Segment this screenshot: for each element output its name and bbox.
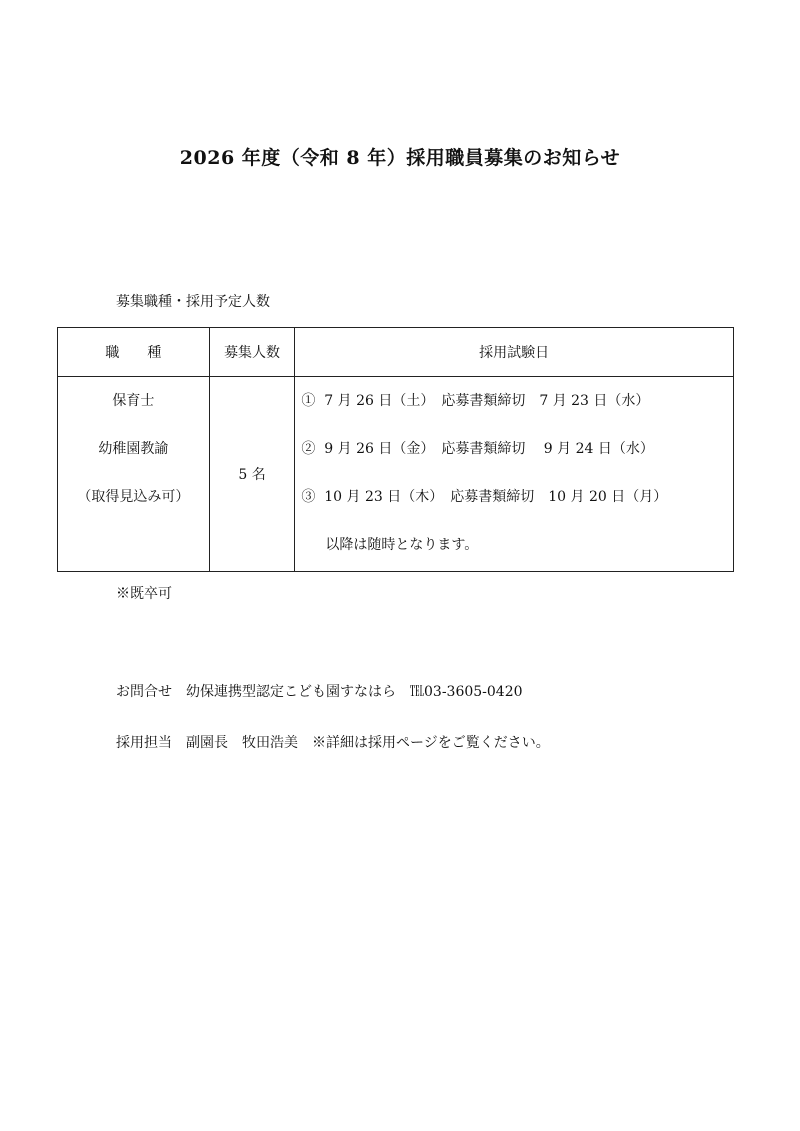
- graduates-note: ※既卒可: [116, 586, 172, 602]
- table-header-row: [58, 328, 734, 377]
- role-kindergarten-teacher: 幼稚園教諭: [98, 441, 169, 457]
- recruiting-staff: 採用担当 副園長 牧田浩美 ※詳細は採用ページをご覧ください。: [116, 735, 550, 751]
- exam-dates-note: 以降は随時となります。: [325, 537, 479, 553]
- header-exam-dates: 採用試験日: [295, 328, 734, 377]
- page-title: 2026 年度（令和 8 年）採用職員募集のお知らせ: [179, 147, 621, 169]
- contact-info: お問合せ 幼保連携型認定こども園すなはら ℡03-3605-0420: [116, 684, 523, 700]
- header-role: 職 種: [58, 328, 210, 377]
- role-cell: [58, 377, 210, 572]
- role-nursery-teacher: 保育士: [112, 393, 155, 409]
- exam-date-3: ③ 10 月 23 日（木） 応募書類締切 10 月 20 日（月）: [301, 489, 668, 505]
- role-note: （取得見込み可）: [77, 489, 190, 505]
- recruit-count: 5 名: [209, 377, 295, 572]
- exam-date-2: ② 9 月 26 日（金） 応募書類締切 9 月 24 日（水）: [301, 441, 654, 457]
- section-label: 募集職種・採用予定人数: [116, 294, 270, 310]
- exam-date-1: ① 7 月 26 日（土） 応募書類締切 7 月 23 日（水）: [301, 393, 650, 409]
- header-count: 募集人数: [209, 328, 295, 377]
- exam-dates-cell: [295, 377, 734, 572]
- recruitment-table: [57, 327, 734, 572]
- table-row: [58, 377, 734, 572]
